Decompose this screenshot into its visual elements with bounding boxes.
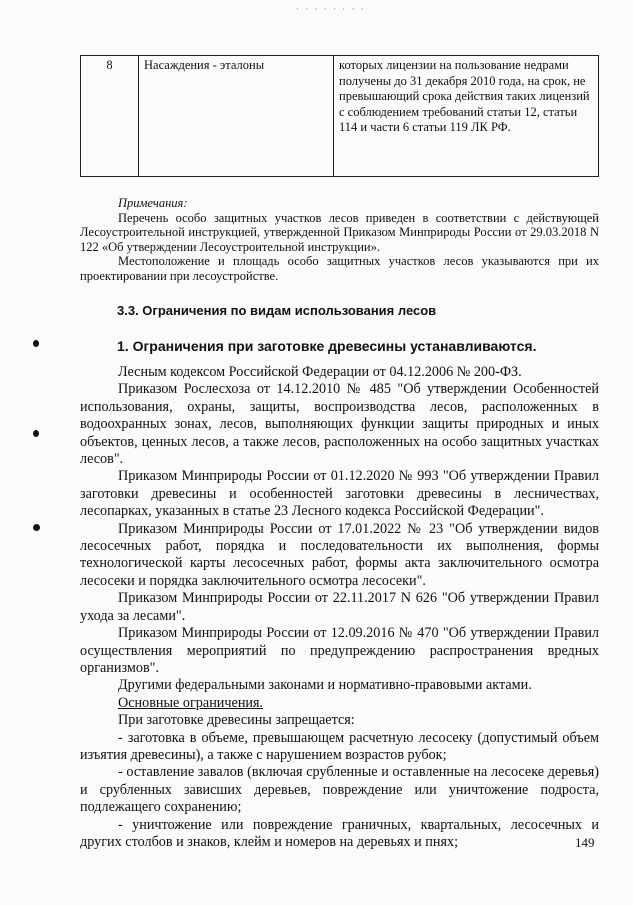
punch-hole-mark bbox=[33, 340, 39, 347]
paragraph: Приказом Рослесхоза от 14.12.2010 № 485 "Об утверждении Особенностей использования, охраны, защиты, воспроизводства лесов, расположенных в водоохранных зонах, лесов, выполняющих функции защиты природных и иных объектов, ценных лесов, а также лесов, расположенных на особо защитных участках лесов". bbox=[80, 381, 599, 468]
subsection-heading: 1. Ограничения при заготовке древесины устанавливаются. bbox=[117, 338, 537, 354]
list-item: - оставление завалов (включая срубленные и оставленные на лесосеке деревья) и срубленных зависших деревьев, повреждение или уничтожение подроста, подлежащего сохранению; bbox=[80, 764, 599, 816]
table-row bbox=[81, 56, 599, 177]
notes-title: Примечания: bbox=[118, 196, 188, 210]
notes-block bbox=[80, 196, 599, 283]
notes-paragraph: Местоположение и площадь особо защитных участков лесов указываются при их проектировании при лесоустройстве. bbox=[80, 254, 599, 283]
scan-artifact: · · · · · · · · bbox=[296, 4, 366, 14]
page-number: 149 bbox=[575, 835, 595, 850]
table-cell-name: Насаждения - эталоны bbox=[139, 56, 334, 177]
paragraph: При заготовке древесины запрещается: bbox=[118, 712, 355, 729]
table-cell-number: 8 bbox=[81, 56, 139, 177]
paragraph: Приказом Минприроды России от 22.11.2017 N 626 "Об утверждении Правил ухода за лесами". bbox=[80, 590, 599, 624]
list-item: - заготовка в объеме, превышающем расчетную лесосеку (допустимый объем изъятия древесины), а также с нарушением возрастов рубок; bbox=[80, 729, 599, 763]
list-item: - уничтожение или повреждение граничных, квартальных, лесосечных и других столбов и знаков, клейм и номеров на деревьях и пнях; bbox=[80, 816, 599, 850]
body-text bbox=[80, 364, 599, 851]
underlined-heading: Основные ограничения. bbox=[118, 694, 264, 711]
ozu-table bbox=[80, 55, 599, 177]
paragraph: Приказом Минприроды России от 12.09.2016 № 470 "Об утверждении Правил осуществления мероприятий по предупреждению распространения вредных организмов". bbox=[80, 625, 599, 676]
punch-hole-mark bbox=[33, 524, 40, 531]
paragraph: Приказом Минприроды России от 17.01.2022 № 23 "Об утверждении видов лесосечных работ, порядка и последовательности их выполнения, формы технологической карты лесосечных работ, формы акта заключительного осмотра лесосеки и порядка заключительного осмотра лесосеки". bbox=[80, 520, 599, 589]
paragraph: Приказом Минприроды России от 01.12.2020 № 993 "Об утверждении Правил заготовки древесины и особенностей заготовки древесины в лесничествах, лесопарках, указанных в статье 23 Лесного кодекса Российской Федерации". bbox=[80, 468, 599, 520]
paragraph: Лесным кодексом Российской Федерации от 04.12.2006 № 200-ФЗ. bbox=[118, 364, 522, 380]
notes-paragraph: Перечень особо защитных участков лесов приведен в соответствии с действующей Лесоустроительной инструкцией, утвержденной Приказом Минприроды России от 29.03.2018 N 122 «Об утверждении Лесоустроительной инструкции». bbox=[80, 210, 599, 254]
paragraph: Другими федеральными законами и нормативно-правовыми актами. bbox=[118, 677, 532, 694]
table-cell-text: которых лицензии на пользование недрами получены до 31 декабря 2010 года, на срок, не превышающий срока действия таких лицензий с соблюдением требований статьи 12, статьи 114 и части 6 статьи 119 ЛК РФ. bbox=[334, 56, 599, 177]
section-heading: 3.3. Ограничения по видам использования лесов bbox=[117, 303, 437, 318]
punch-hole-mark bbox=[33, 430, 39, 437]
